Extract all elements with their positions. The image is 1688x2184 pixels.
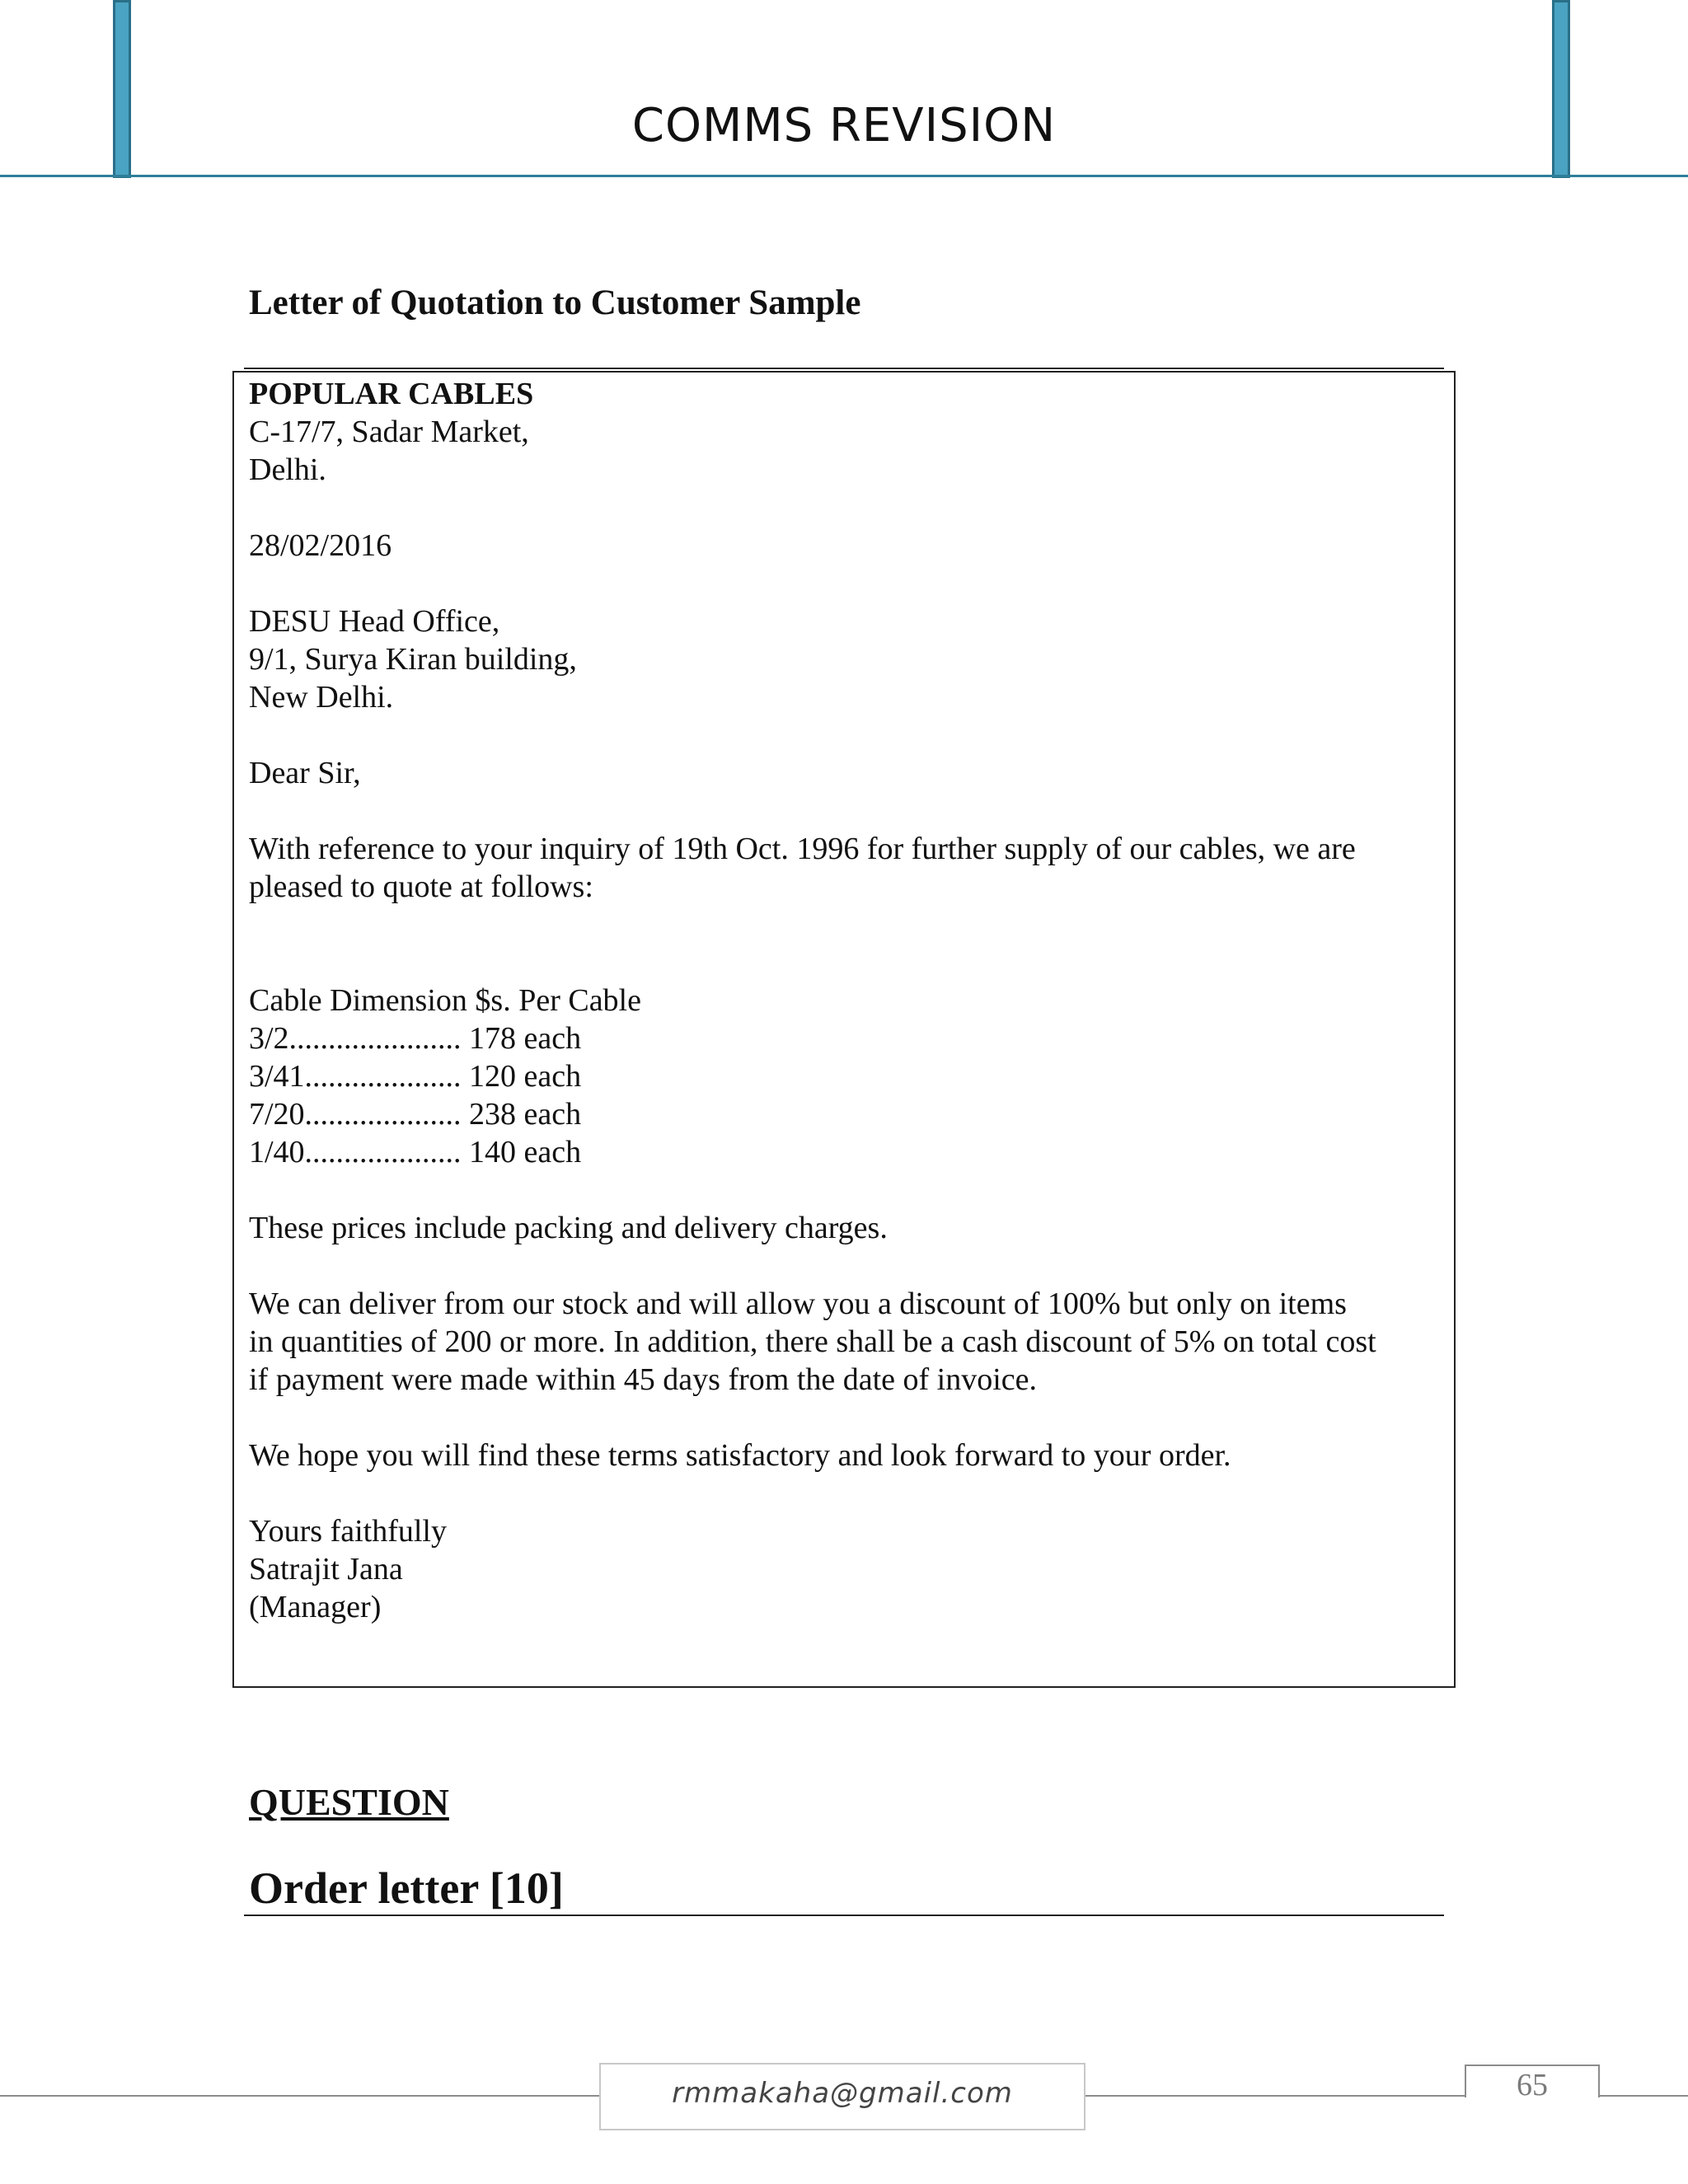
signer-name: Satrajit Jana [249,1552,403,1586]
recipient-address-line: DESU Head Office, [249,604,500,639]
company-name: POPULAR CABLES [249,377,534,411]
intro-line: With reference to your inquiry of 19th Oct. 1996 for further supply of our cables, we are [249,832,1356,866]
task-rule [244,1915,1444,1916]
footer-rule-middle [1085,2095,1466,2097]
page-header-title: COMMS REVISION [631,99,1057,152]
price-table-header: Cable Dimension $s. Per Cable [249,983,641,1018]
letter-date: 28/02/2016 [249,528,392,563]
discount-line: if payment were made within 45 days from the date of invoice. [249,1362,1038,1397]
closing-paragraph: We hope you will find these terms satisfactory and look forward to your order. [249,1438,1231,1473]
sender-address-line: Delhi. [249,452,326,487]
price-row: 3/41.................... 120 each [249,1059,582,1094]
footer-rule-left [0,2095,601,2097]
question-task: Order letter [10] [249,1863,564,1913]
salutation: Dear Sir, [249,756,361,790]
discount-line: We can deliver from our stock and will allow you a discount of 100% but only on items [249,1286,1347,1321]
section-heading: Letter of Quotation to Customer Sample [249,284,861,322]
sender-address-line: C-17/7, Sadar Market, [249,415,529,449]
header-rule [0,175,1688,177]
quotation-letter [249,375,1452,1626]
discount-line: in quantities of 200 or more. In addition, there shall be a cash discount of 5% on total cost [249,1324,1376,1359]
footer-email: rmmakaha@gmail.com [672,2077,1013,2110]
signoff: Yours faithfully [249,1514,447,1549]
letter-top-rule [244,368,1444,369]
recipient-address-line: 9/1, Surya Kiran building, [249,642,577,677]
recipient-address-line: New Delhi. [249,680,394,715]
footer-rule-right [1598,2095,1688,2097]
prices-note: These prices include packing and delivery charges. [249,1211,888,1245]
page-number: 65 [1517,2068,1548,2102]
price-row: 1/40.................... 140 each [249,1135,582,1169]
signer-title: (Manager) [249,1590,382,1624]
price-row: 7/20.................... 238 each [249,1097,582,1132]
question-label: QUESTION [249,1781,449,1823]
price-row: 3/2...................... 178 each [249,1021,582,1056]
intro-line: pleased to quote at follows: [249,869,593,904]
